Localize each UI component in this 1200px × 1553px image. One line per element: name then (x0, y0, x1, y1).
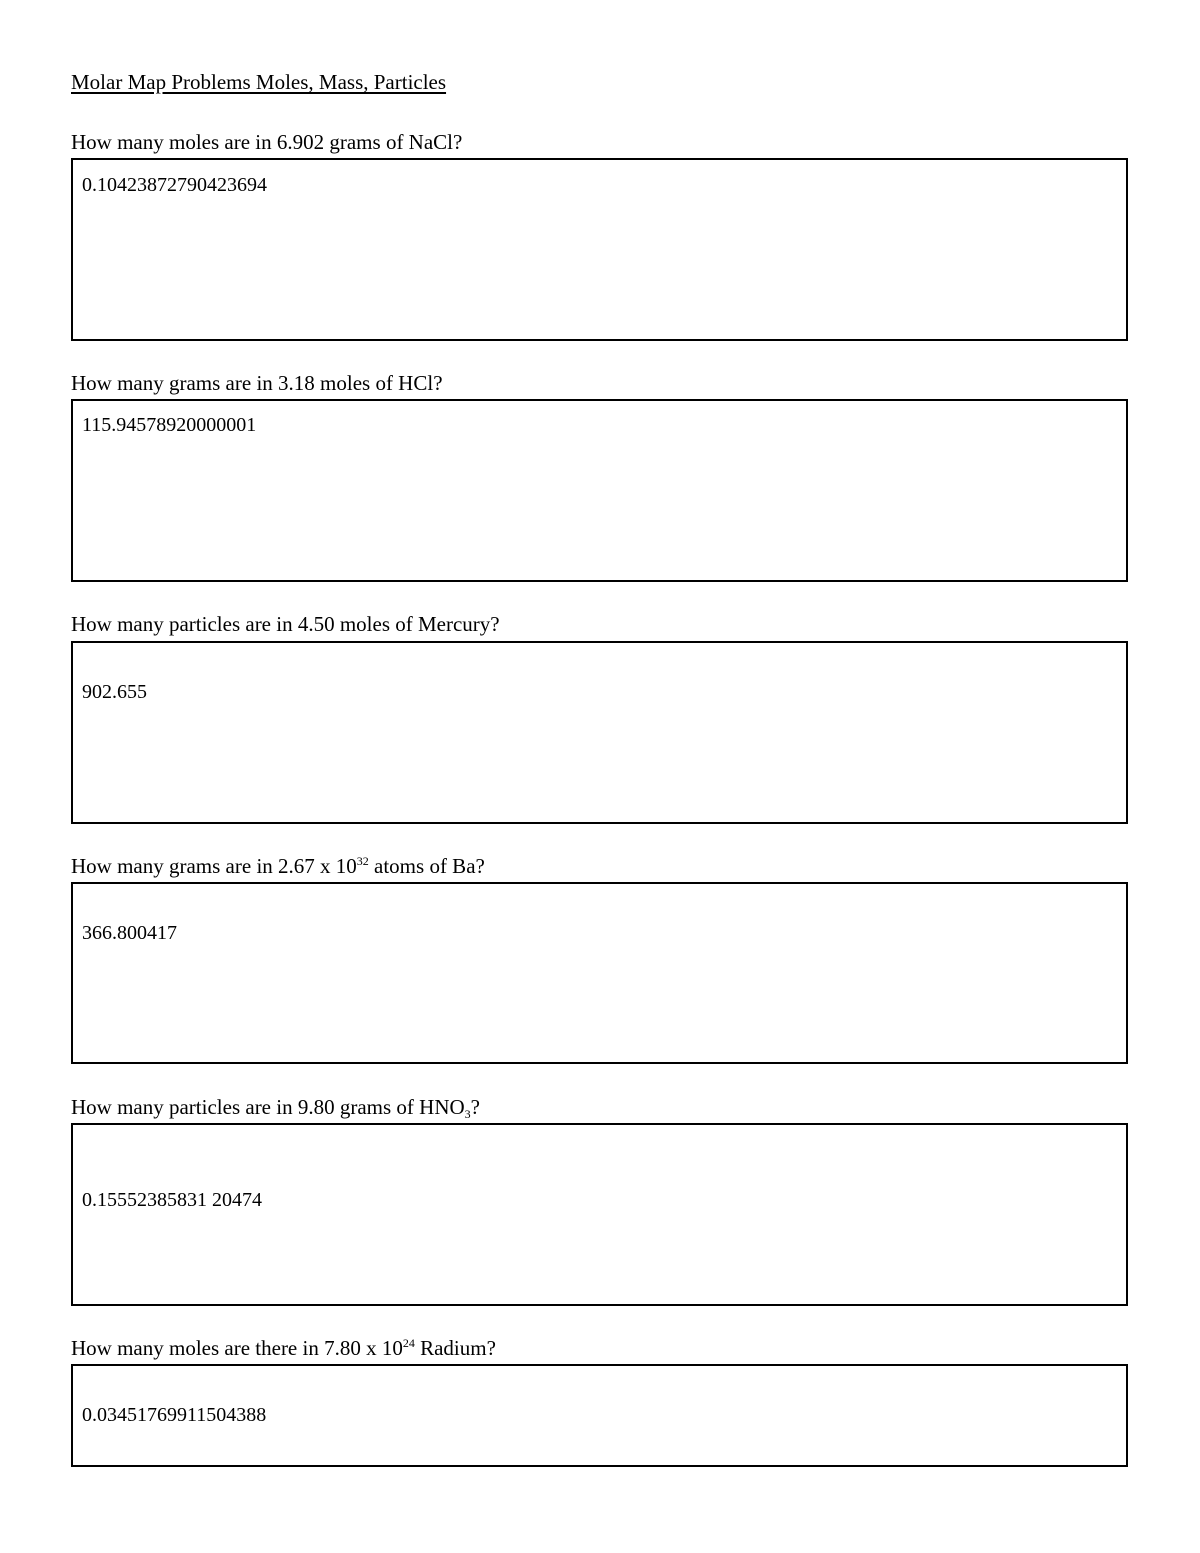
question-5-text-pre: How many particles are in 9.80 grams of HNO (71, 1095, 465, 1119)
answer-1: 0.10423872790423694 (82, 174, 267, 196)
answer-4: 366.800417 (82, 922, 177, 944)
answer-box-1[interactable] (71, 158, 1128, 341)
question-4 (71, 853, 485, 882)
answer-box-6[interactable] (71, 1364, 1128, 1467)
question-5-subscript: 3 (464, 1107, 471, 1121)
answer-box-4[interactable] (71, 882, 1128, 1064)
question-6-exponent: 24 (402, 1336, 415, 1350)
question-1-text: How many moles are in 6.902 grams of NaCl? (71, 130, 463, 154)
answer-box-5[interactable] (71, 1123, 1128, 1306)
answer-box-3[interactable] (71, 641, 1128, 824)
question-3-text: How many particles are in 4.50 moles of Mercury? (71, 612, 500, 636)
question-4-exponent: 32 (356, 854, 369, 868)
answer-5: 0.15552385831 20474 (82, 1189, 262, 1211)
question-5 (71, 1094, 480, 1123)
answer-2: 115.94578920000001 (82, 414, 257, 436)
question-4-text-post: atoms of Ba? (368, 854, 485, 878)
question-3 (71, 611, 500, 637)
question-6-text-post: Radium? (414, 1336, 496, 1360)
question-6-text-pre: How many moles are there in 7.80 x 10 (71, 1336, 403, 1360)
question-2 (71, 370, 443, 396)
answer-3: 902.655 (82, 681, 147, 703)
answer-box-2[interactable] (71, 399, 1128, 582)
worksheet-title: Molar Map Problems Moles, Mass, Particles (71, 70, 447, 94)
question-1 (71, 129, 462, 155)
question-2-text: How many grams are in 3.18 moles of HCl? (71, 371, 443, 395)
question-6 (71, 1335, 496, 1364)
question-5-text-post: ? (470, 1095, 480, 1119)
answer-6: 0.03451769911504388 (82, 1404, 267, 1426)
question-4-text-pre: How many grams are in 2.67 x 10 (71, 854, 357, 878)
